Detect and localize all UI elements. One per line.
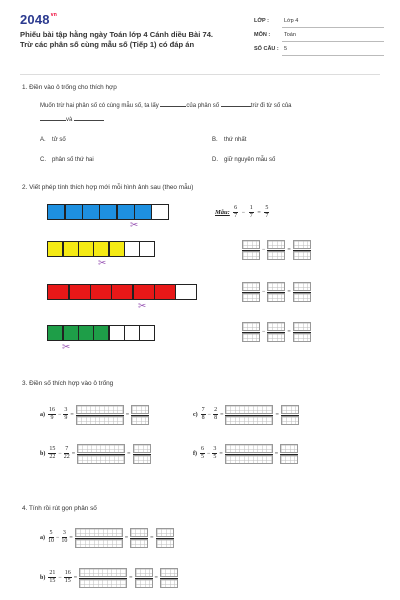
bar-cell-filled (47, 241, 63, 257)
fraction-bar-green (48, 325, 155, 341)
q1-text-line2: và (40, 115, 104, 123)
sample-equation: Mẫu: $\frac{6}{7}$ − $\frac{1}{7}$ = $\frac{5}{7}$ (215, 205, 269, 219)
worksheet-header: $2048^{vn}$ Phiếu bài tập hằng ngày Toán lớp 4 Cánh diều Bài 74. Trừ các phân số cùng mẫu số (Tiếp 1) có đáp án LỚP : Lớp 4 MÔN : Toán SỐ CÂU : 5 (0, 0, 400, 70)
q1-blank-1[interactable] (160, 101, 186, 107)
q1-text-line1: Muốn trừ hai phân số có cùng mẫu số, ta lấy của phân số trừ đi từ số của (40, 103, 292, 109)
bar-cell-empty (139, 241, 155, 257)
answer-box[interactable] (267, 240, 285, 260)
answer-box[interactable] (280, 444, 298, 464)
q3-title: 3. Điền số thích hợp vào ô trống (22, 380, 114, 387)
scissors-icon: ✂ (130, 220, 139, 231)
bar-cell-empty (124, 241, 140, 257)
scissors-icon: ✂ (98, 258, 107, 269)
q2-answer-row-2: − = (242, 282, 311, 302)
scissors-icon: ✂ (138, 301, 147, 312)
q4-title: 4. Tính rồi rút gọn phân số (22, 505, 97, 512)
answer-box[interactable] (131, 405, 149, 425)
answer-box[interactable] (225, 405, 273, 425)
bar-cell-filled (63, 241, 79, 257)
bar-cell-filled (82, 204, 100, 220)
bar-cell-filled (134, 204, 152, 220)
answer-box[interactable] (160, 568, 178, 588)
answer-box[interactable] (267, 282, 285, 302)
bar-cell-empty (175, 284, 197, 300)
q1-option-c[interactable]: C. phân số thứ hai (40, 157, 94, 163)
bar-cell-filled (133, 284, 155, 300)
q1-option-b[interactable]: B. thứ nhất (212, 137, 247, 143)
q1-blank-2[interactable] (221, 101, 251, 107)
answer-box[interactable] (225, 444, 273, 464)
answer-box[interactable] (281, 405, 299, 425)
answer-box[interactable] (79, 568, 127, 588)
q3-exercise-f: f) $\frac{6}{5}$ − $\frac{3}{5}$ = = (193, 444, 298, 464)
q4-exercise-b: b) $\frac{21}{15}$ − $\frac{16}{15}$ = = = (40, 568, 178, 588)
answer-box[interactable] (293, 282, 311, 302)
bar-cell-filled (93, 241, 109, 257)
q3-exercise-c: c) $\frac{7}{8}$ − $\frac{2}{8}$ = = (193, 405, 299, 425)
bar-cell-filled (78, 241, 94, 257)
q1-title: 1. Điền vào ô trống cho thích hợp (22, 84, 117, 91)
bar-cell-filled (117, 204, 135, 220)
fraction-bar-yellow (48, 241, 155, 257)
answer-box[interactable] (242, 322, 260, 342)
bar-cell-filled (69, 284, 91, 300)
answer-box[interactable] (156, 528, 174, 548)
bar-cell-empty (139, 325, 155, 341)
q2-answer-row-1: − = (242, 240, 311, 260)
q3-exercise-a: a) $\frac{16}{9}$ − $\frac{3}{9}$ = = (40, 405, 149, 425)
bar-cell-filled (111, 284, 133, 300)
q2-title: 2. Viết phép tính thích hợp mới mỗi hình ảnh sau (theo mẫu) (22, 184, 194, 191)
answer-box[interactable] (267, 322, 285, 342)
answer-box[interactable] (75, 528, 123, 548)
q3-exercise-b: b) $\frac{15}{22}$ − $\frac{7}{22}$ = = (40, 444, 151, 464)
answer-box[interactable] (130, 528, 148, 548)
q1-blank-4[interactable] (74, 115, 104, 121)
answer-box[interactable] (133, 444, 151, 464)
bar-cell-empty (124, 325, 140, 341)
q4-exercise-a: a) $\frac{5}{10}$ − $\frac{3}{10}$ = = = (40, 528, 174, 548)
bar-cell-filled (90, 284, 112, 300)
fraction-bar-red (48, 284, 197, 300)
bar-cell-filled (154, 284, 176, 300)
bar-cell-filled (99, 204, 117, 220)
bar-cell-filled (109, 241, 125, 257)
bar-cell-empty (151, 204, 169, 220)
bar-cell-filled (47, 325, 63, 341)
answer-box[interactable] (293, 240, 311, 260)
bar-cell-empty (109, 325, 125, 341)
bar-cell-filled (65, 204, 83, 220)
header-divider (20, 74, 380, 75)
answer-box[interactable] (76, 405, 124, 425)
answer-box[interactable] (293, 322, 311, 342)
q2-answer-row-3: − = (242, 322, 311, 342)
scissors-icon: ✂ (62, 342, 71, 353)
bar-cell-filled (47, 284, 69, 300)
q1-option-a[interactable]: A. tử số (40, 137, 66, 143)
bar-cell-filled (78, 325, 94, 341)
fraction-bar-blue (48, 204, 169, 220)
q1-blank-3[interactable] (40, 115, 66, 121)
q1-option-d[interactable]: D. giữ nguyên mẫu số (212, 157, 276, 163)
answer-box[interactable] (77, 444, 125, 464)
bar-cell-filled (63, 325, 79, 341)
bar-cell-filled (47, 204, 65, 220)
worksheet-title: Phiếu bài tập hằng ngày Toán lớp 4 Cánh diều Bài 74. Trừ các phân số cùng mẫu số (Tiếp 1) có đáp án (20, 30, 214, 49)
answer-box[interactable] (135, 568, 153, 588)
answer-box[interactable] (242, 240, 260, 260)
site-logo[interactable]: $2048^{vn}$ (20, 12, 57, 27)
answer-box[interactable] (242, 282, 260, 302)
bar-cell-filled (93, 325, 109, 341)
